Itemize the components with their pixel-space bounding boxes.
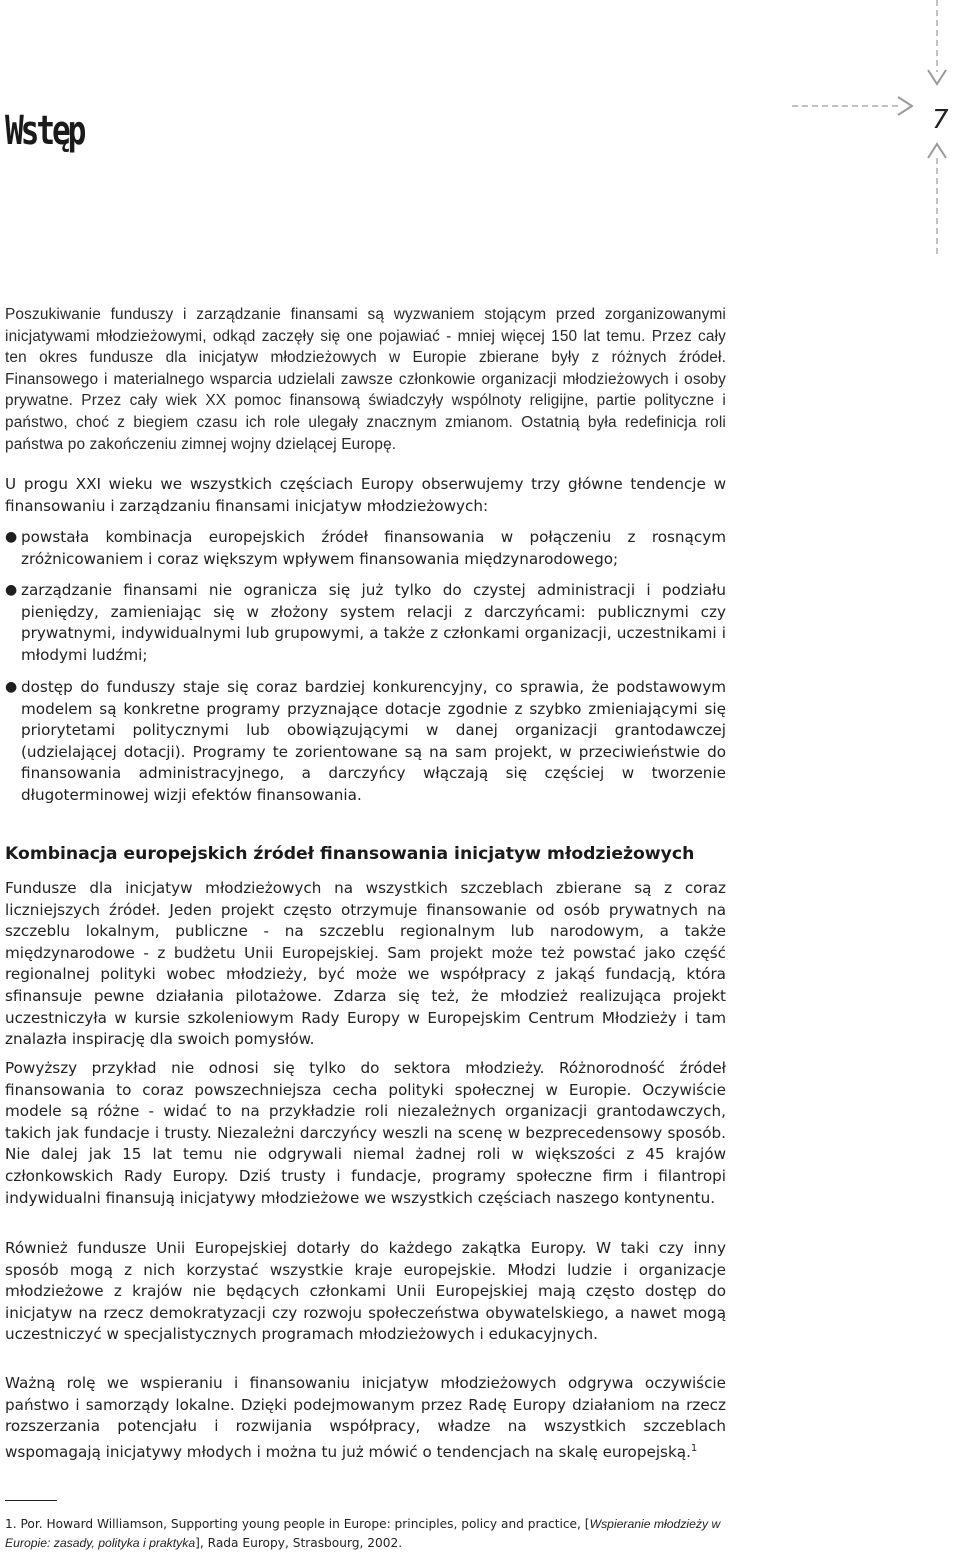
footnote-reference[interactable]: 1 [690, 1442, 698, 1454]
bullet-item [5, 527, 726, 570]
section-paragraph-3: Również fundusze Unii Europejskiej dotarły do każdego zakątka Europy. W taki czy inny sposób mogą z nich korzystać wszystkie kraje europejskie. Młodzi ludzie i organizacje młodzieżowe z krajów nie będących członkami Unii Europejskiej mają często dostęp do inicjatyw na rzecz demokratyzacji czy rozwoju społeczeństwa obywatelskiego, a nawet mogą uczestniczyć w specjalistycznych programach młodzieżowych i edukacyjnych. [5, 1239, 726, 1344]
bullet-icon: ● [5, 679, 18, 695]
footnote-suffix: ], Rada Europy, Strasbourg, 2002. [195, 1535, 403, 1550]
section-paragraph-4 [5, 1373, 726, 1463]
section-paragraph-2: Powyższy przykład nie odnosi się tylko do sektora młodzieży. Różnorodność źródeł finansowania to coraz powszechniejsza cecha polityki społecznej w Europie. Oczywiście modele są różne - widać to na przykładzie roli niezależnych organizacji grantodawczych, takich jak fundacje i trusty. Niezależni darczyńcy weszli na scenę w bezprecedensowy sposób. Nie dalej jak 15 lat temu nie odgrywali niemal żadnej roli w większości z 45 krajów członkowskich Rady Europy. Dziś trusty i fundacje, programy społeczne firm i filantropi indywidualni finansują inicjatywy młodzieżowe we wszystkich częściach naszego kontynentu. [5, 1059, 726, 1207]
footnote [5, 1515, 726, 1552]
arrow-right-icon [898, 97, 912, 115]
bullet-item [5, 580, 726, 666]
footnote-divider [5, 1500, 57, 1501]
bullet-text: zarządzanie finansami nie ogranicza się już tylko do czystej administracji i podziału pieniędzy, zamieniając się w złożony system relacji z darczyńcami: publicznymi czy prywatnymi, indywidualnymi lub grupowymi, a także z członkami organizacji, uczestnikami i młodymi ludźmi; [21, 581, 726, 664]
footnote-prefix: 1. Por. Howard Williamson, Supporting young people in Europe: principles, policy and practice, [ [5, 1517, 590, 1531]
bullet-icon: ● [5, 582, 18, 598]
section-heading: Kombinacja europejskich źródeł finansowania inicjatyw młodzieżowych [5, 844, 695, 864]
arrow-up-icon [928, 144, 946, 158]
section-paragraph-4-text: Ważną rolę we wspieraniu i finansowaniu inicjatyw młodzieżowych odgrywa oczywiście państwo i samorządy lokalne. Dzięki podejmowanym przez Radę Europy działaniom na rzecz rozszerzania potencjału i rozwijania współpracy, władze na wszystkich szczeblach wspomagają inicjatywy młodych i można tu już mówić o tendencjach na skalę europejską. [5, 1374, 726, 1461]
bullet-text: powstała kombinacja europejskich źródeł finansowania w połączeniu z rosnącym zróżnicowaniem i coraz większym wpływem finansowania międzynarodowego; [21, 528, 726, 568]
bullet-item [5, 677, 726, 807]
section-paragraph-1: Fundusze dla inicjatyw młodzieżowych na wszystkich szczeblach zbierane są z coraz liczniejszych źródeł. Jeden projekt często otrzymuje finansowanie od osób prywatnych na szczeblu lokalnym, publiczne - na szczeblu regionalnym lub narodowym, a także międzynarodowe - z budżetu Unii Europejskiej. Sam projekt może też powstać jako część regionalnej polityki wobec młodzieży, być może we współpracy z jakąś fundacją, która sfinansuje pewne działania pilotażowe. Zdarza się też, że młodzież realizująca projekt uczestniczyła w kursie szkoleniowym Rady Europy w Europejskim Centrum Młodzieży i tam znalazła inspirację dla swoich pomysłów. [5, 879, 726, 1049]
page-number: 7 [932, 105, 949, 135]
arrow-down-icon [928, 70, 946, 84]
bullet-text: dostęp do funduszy staje się coraz bardziej konkurencyjny, co sprawia, że podstawowym modelem są konkretne programy przyznające dotacje zgodnie z szybko zmieniającymi się priorytetami politycznymi lub obowiązującymi w danej organizacji grantodawczej (udzielającej dotacji). Programy te zorientowane są na sam projekt, w przeciwieństwie do finansowania administracyjnego, a darczyńcy włączają się częściej w tworzenie długoterminowej wizji efektów finansowania. [21, 678, 726, 804]
footnote-italic-title: Wspieranie młodzieży w Europie: zasady, polityka i praktyka [5, 1517, 721, 1550]
page-title: Wstęp [5, 108, 84, 154]
bullet-icon: ● [5, 529, 18, 545]
intro-paragraph-1: Poszukiwanie funduszy i zarządzanie finansami są wyzwaniem stojącym przed zorganizowanymi inicjatywami młodzieżowymi, odkąd zaczęły się one pojawiać - mniej więcej 150 lat temu. Przez cały ten okres fundusze dla inicjatyw młodzieżowych w Europie zbierane były z różnych źródeł. Finansowego i materialnego wsparcia udzielali zawsze członkowie organizacji młodzieżowych i osoby prywatne. Przez cały wiek XX pomoc finansową świadczyły wspólnoty religijne, partie polityczne i państwo, choć z biegiem czasu ich role ulegały znacznym zmianom. Ostatnią była redefinicja roli państwa po zakończeniu zimnej wojny dzielącej Europę. [5, 306, 726, 453]
intro-paragraph-2: U progu XXI wieku we wszystkich częściach Europy obserwujemy trzy główne tendencje w finansowaniu i zarządzaniu finansami inicjatyw młodzieżowych: [5, 475, 726, 515]
